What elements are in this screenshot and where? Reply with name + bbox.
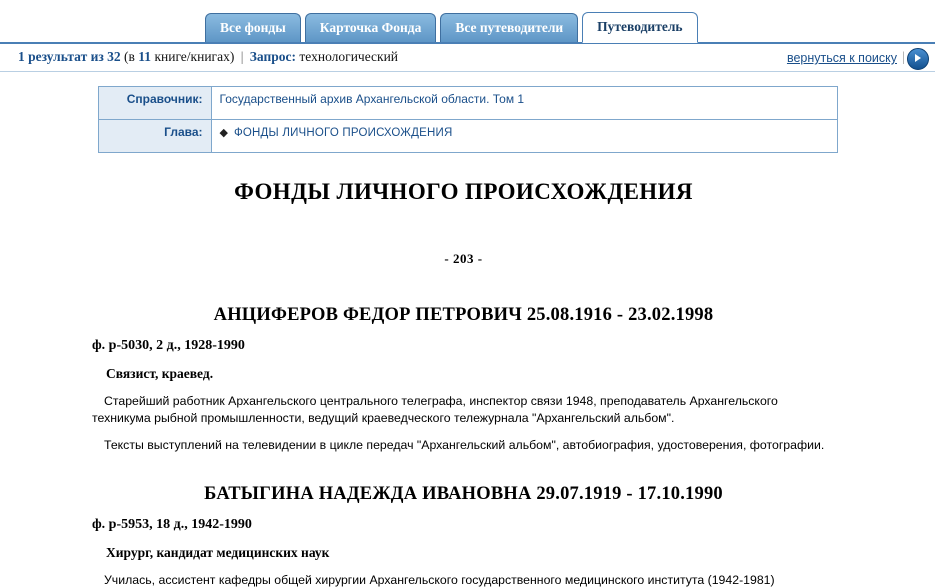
tab-list [205, 11, 698, 42]
query-value: технологический [299, 49, 398, 64]
entry-heading-2: БАТЫГИНА НАДЕЖДА ИВАНОВНА 29.07.1919 - 17.10.1990 [92, 484, 835, 505]
entry-heading-1: АНЦИФЕРОВ ФЕДОР ПЕТРОВИЧ 25.08.1916 - 23.02.1998 [92, 305, 835, 326]
books-count-text: 11 [138, 49, 151, 64]
chapter-value-cell [211, 120, 837, 153]
document-body [0, 153, 935, 588]
entry-paragraph: Училась, ассистент кафедры общей хирургии Архангельского государственного медицинского института (1942-1981) [92, 572, 835, 588]
tab-fund-card[interactable]: Карточка Фонда [305, 13, 437, 42]
books-open-text: (в [124, 49, 138, 64]
tab-all-guides[interactable]: Все путеводители [440, 13, 578, 42]
chapter-link[interactable]: ФОНДЫ ЛИЧНОГО ПРОИСХОЖДЕНИЯ [234, 127, 453, 139]
entry-role-1: Связист, краевед. [106, 366, 835, 382]
info-table-wrap [0, 72, 935, 153]
page-number: - 203 - [92, 251, 835, 267]
status-separator: | [238, 49, 247, 64]
entry-fund-2: ф. р-5953, 18 д., 1942-1990 [92, 517, 835, 533]
entry-fund-1: ф. р-5030, 2 д., 1928-1990 [92, 338, 835, 354]
entry-paragraph: Старейший работник Архангельского центрального телеграфа, инспектор связи 1948, преподаватель Архангельского техникума рыбной промышленности, ведущий краеведческого тележурнала "Архангельский альбом". [92, 393, 835, 426]
tab-bar [0, 0, 935, 44]
arrow-right-icon[interactable] [907, 48, 929, 70]
status-divider: | [902, 50, 905, 66]
table-row [98, 120, 837, 153]
guide-label: Справочник: [98, 87, 211, 120]
result-count-text: 1 результат из 32 [18, 49, 121, 64]
back-to-search-link[interactable]: вернуться к поиску [787, 51, 897, 65]
entry-role-2: Хирург, кандидат медицинских наук [106, 545, 835, 561]
tab-all-funds[interactable]: Все фонды [205, 13, 301, 42]
table-row [98, 87, 837, 120]
books-word-text: книге/книгах) [151, 49, 234, 64]
page-title: ФОНДЫ ЛИЧНОГО ПРОИСХОЖДЕНИЯ [92, 179, 835, 205]
chapter-label: Глава: [98, 120, 211, 153]
info-table [98, 86, 838, 153]
guide-value: Государственный архив Архангельской области. Том 1 [211, 87, 837, 120]
status-bar [0, 44, 935, 72]
tab-guide[interactable]: Путеводитель [582, 12, 697, 43]
query-label: Запрос: [250, 49, 296, 64]
entry-paragraph: Тексты выступлений на телевидении в цикле передач "Архангельский альбом", автобиография, удостоверения, фотографии. [92, 437, 835, 454]
diamond-bullet-icon: ◆ [220, 127, 228, 139]
